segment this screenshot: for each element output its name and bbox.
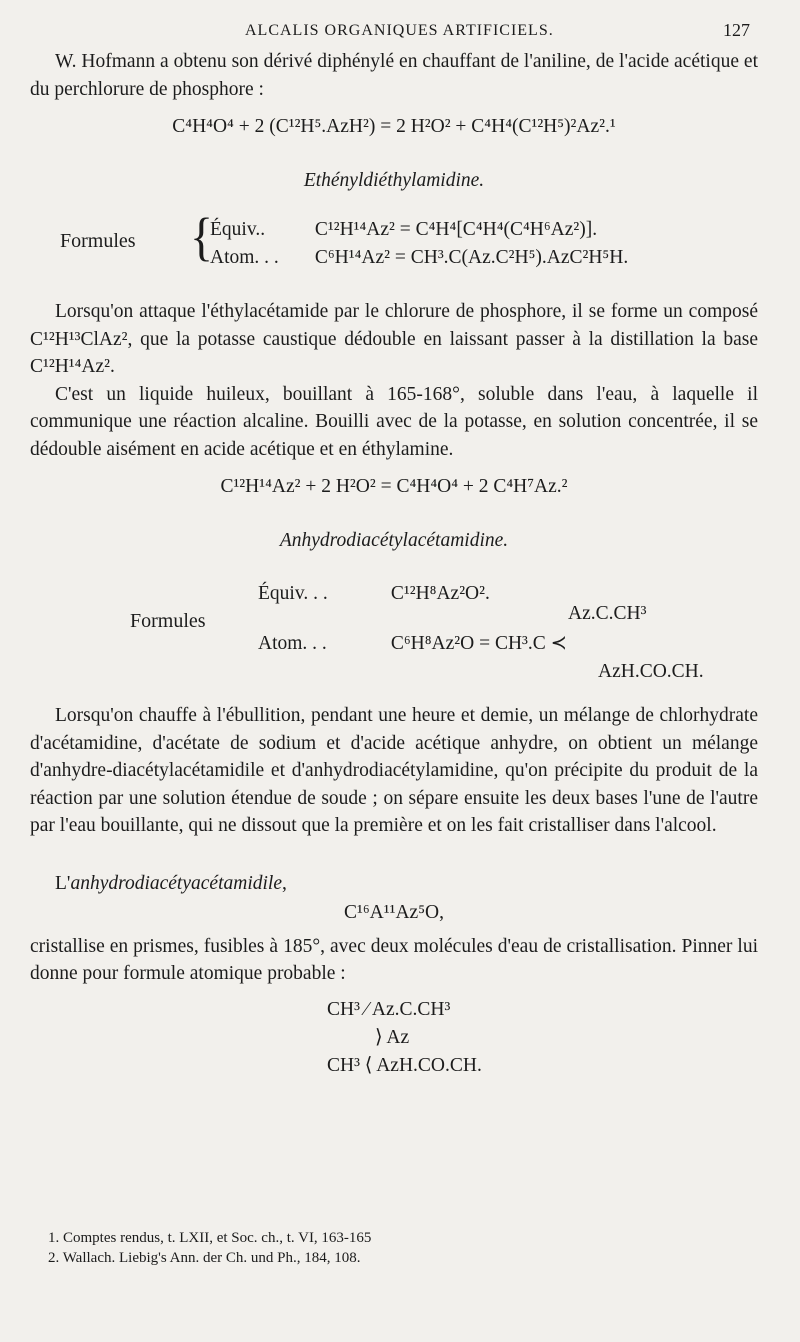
suffix-text: , xyxy=(281,872,287,894)
equation-3: C¹⁶A¹¹Az⁵O, xyxy=(344,902,444,923)
formulas-label: Formules xyxy=(60,230,136,252)
structure-formula xyxy=(30,994,758,1084)
formulas-label: Formules xyxy=(130,610,206,632)
formulas-block-2 xyxy=(30,574,758,684)
footnotes xyxy=(48,1228,371,1268)
page-header xyxy=(0,20,800,44)
running-title: ALCALIS ORGANIQUES ARTIFICIELS. xyxy=(245,22,554,39)
brace-symbol: { xyxy=(190,208,214,267)
formula-text: C⁶H⁸Az²O = CH³.C ≺ xyxy=(390,633,568,654)
compound-name: anhydrodiacétyacétamidile xyxy=(70,872,282,894)
formulas-block-1 xyxy=(30,208,758,284)
formula-text: C¹²H¹⁴Az² = C⁴H⁴[C⁴H⁴(C⁴H⁶Az²)]. xyxy=(314,219,598,240)
paragraph-ethylacetamide: Lorsqu'on attaque l'éthylacétamide par le chlorure de phosphore, il se forme un composé C¹²H¹³ClAz², que la potasse caustique dédouble en laissant passer à la distillation la base C¹²H¹⁴Az². xyxy=(30,301,758,377)
formula-row-equiv xyxy=(210,216,597,244)
structure-line-1: CH³ ⁄ Az.C.CH³ xyxy=(327,998,451,1020)
footnote-1: 1. Comptes rendus, t. LXII, et Soc. ch., t. VI, 163-165 xyxy=(48,1230,372,1246)
paragraph-hofmann: W. Hofmann a obtenu son dérivé diphénylé en chauffant de l'aniline, de l'acide acétique et du perchlorure de phosphore : xyxy=(30,51,758,100)
paragraph-liquide: C'est un liquide huileux, bouillant à 165-168°, soluble dans l'eau, à laquelle il communique une réaction alcaline. Bouilli avec de la potasse, en solution concentrée, il se dédouble aisément en acide acétique et en éthylamine. xyxy=(30,383,758,460)
formula-row-equiv xyxy=(258,580,490,608)
formula-text: C¹²H⁸Az²O². xyxy=(390,583,490,604)
section-title-ethenyldiethylamidine: Ethényldiéthylamidine. xyxy=(303,169,485,191)
formula-text: C⁶H¹⁴Az² = CH³.C(Az.C²H⁵).AzC²H⁵H. xyxy=(314,247,629,268)
formula-row-atom xyxy=(210,244,628,272)
equation-2: C¹²H¹⁴Az² + 2 H²O² = C⁴H⁴O⁴ + 2 C⁴H⁷Az.² xyxy=(220,476,568,497)
formula-kind: Atom. . . xyxy=(210,247,279,268)
formula-kind: Atom. . . xyxy=(258,633,327,654)
paragraph-ebullition: Lorsqu'on chauffe à l'ébullition, pendant une heure et demie, un mélange de chlorhydrate d'acétamidine, d'acétate de sodium et d'acide acétique anhydre, on obtient un mélange d'anhydre-diacétylacétamidile et d'anhydrodiacétylamidine, qu'on précipite du produit de la réaction par une solution étendue de soude ; on sépare ensuite les deux bases l'une de l'autre par l'eau bouillante, qui ne dissout que la première et on les fait cristalliser dans l'alcool. xyxy=(30,705,758,836)
paragraph-anhydro-intro xyxy=(30,870,758,898)
section-title-anhydrodiacetylacetamidine: Anhydrodiacétylacétamidine. xyxy=(279,529,509,551)
formula-branch-top: Az.C.CH³ xyxy=(568,603,647,624)
page-body xyxy=(30,48,758,1084)
paragraph-cristallise: cristallise en prismes, fusibles à 185°, avec deux molécules d'eau de cristallisation. Pinner lui donne pour formule atomique probable : xyxy=(30,935,758,984)
formula-branch-bottom: AzH.CO.CH. xyxy=(598,661,704,682)
structure-line-3: CH³ ⟨ AzH.CO.CH. xyxy=(327,1054,482,1076)
formula-kind: Équiv. . . xyxy=(258,583,328,604)
prefix-text: L' xyxy=(55,872,71,894)
equation-1: C⁴H⁴O⁴ + 2 (C¹²H⁵.AzH²) = 2 H²O² + C⁴H⁴(C¹²H⁵)²Az².¹ xyxy=(172,116,616,137)
footnote-2: 2. Wallach. Liebig's Ann. der Ch. und Ph., 184, 108. xyxy=(48,1250,361,1266)
formula-kind: Équiv.. xyxy=(210,219,266,240)
structure-line-2: ⟩ Az xyxy=(375,1026,410,1048)
formula-row-atom xyxy=(258,630,567,658)
page-number: 127 xyxy=(723,20,750,40)
